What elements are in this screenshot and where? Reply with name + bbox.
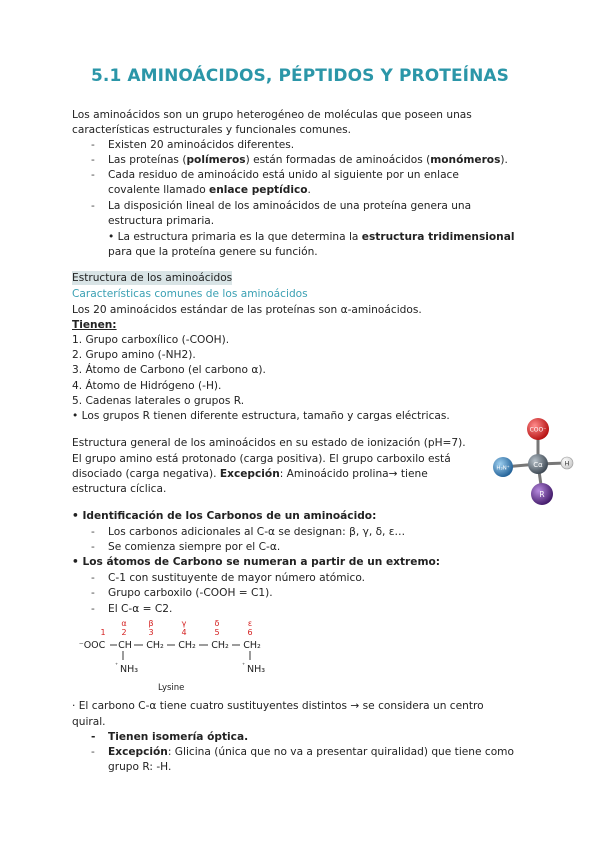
carbons-sub-3: C-1 con sustituyente de mayor número atómico. bbox=[108, 572, 365, 584]
chain-ch2: CH₂ bbox=[243, 640, 261, 651]
list-item: 4. Átomo de Hidrógeno (-H). bbox=[72, 380, 222, 392]
bold-term-enlace-peptidico: enlace peptídico bbox=[209, 184, 308, 196]
intro-line-1: Los aminoácidos son un grupo heterogéneo de moléculas que poseen unas bbox=[72, 109, 472, 121]
dash-marker: - bbox=[91, 139, 95, 151]
nh3-left: NH₃ bbox=[120, 664, 139, 675]
exception-line-2: grupo R: -H. bbox=[108, 761, 172, 773]
chain-ch: CH bbox=[118, 640, 132, 651]
text: . bbox=[307, 184, 311, 196]
carbons-sub-1: Los carbonos adicionales al C-α se designan: β, γ, δ, ε… bbox=[108, 526, 406, 538]
general-line-1: Estructura general de los aminoácidos en su estado de ionización (pH=7). bbox=[72, 437, 466, 449]
carbon-number-6: 6 bbox=[247, 628, 253, 637]
chain-ch2: CH₂ bbox=[146, 640, 164, 651]
greek-gamma: γ bbox=[181, 620, 187, 628]
text: disociado (carga negativa). bbox=[72, 468, 220, 480]
list-item: 1. Grupo carboxílico (-COOH). bbox=[72, 334, 230, 346]
chain-ch2: CH₂ bbox=[178, 640, 196, 651]
dash-marker: - bbox=[91, 572, 95, 584]
carbon-number-3: 3 bbox=[148, 628, 154, 637]
text: : Glicina (única que no va a presentar quiralidad) que tiene como bbox=[167, 746, 514, 758]
carbon-number-5: 5 bbox=[214, 628, 220, 637]
amino-label: H₃N⁺ bbox=[496, 465, 510, 472]
lysine-caption: Lysine bbox=[158, 683, 185, 693]
carbon-number-4: 4 bbox=[181, 628, 187, 637]
dash-marker: - bbox=[91, 731, 96, 743]
bold-term-polimeros: polímeros bbox=[186, 154, 246, 166]
carbons-sub-5: El C-α = C2. bbox=[108, 603, 173, 615]
list-item: 5. Cadenas laterales o grupos R. bbox=[72, 395, 245, 407]
dash-marker: - bbox=[91, 587, 95, 599]
intro-bullet-3-line-2 bbox=[108, 183, 311, 198]
dash-marker: - bbox=[91, 169, 95, 181]
chiral-line-2: quiral. bbox=[72, 716, 106, 728]
greek-epsilon: ε bbox=[247, 620, 253, 628]
text: covalente llamado bbox=[108, 184, 210, 196]
bold-term-monomeros: monómeros bbox=[430, 154, 501, 166]
chain-ch2: CH₂ bbox=[211, 640, 229, 651]
dash-marker: - bbox=[91, 154, 95, 166]
alpha-carbon-label: Cα bbox=[533, 461, 543, 469]
list-item: 3. Átomo de Carbono (el carbono α). bbox=[72, 364, 266, 376]
section-heading-text: Estructura de los aminoácidos bbox=[72, 272, 233, 284]
dash-marker: - bbox=[91, 746, 95, 758]
intro-bullet-4-line-1: La disposición lineal de los aminoácidos de una proteína genera una bbox=[108, 200, 472, 212]
text: Las proteínas ( bbox=[108, 154, 187, 166]
plus-charge-left: ⁺ bbox=[115, 662, 119, 669]
section-subheading: Características comunes de los aminoácidos bbox=[72, 288, 308, 300]
section-heading bbox=[72, 271, 232, 286]
carbons-sub-2: Se comienza siempre por el C-α. bbox=[108, 541, 281, 553]
carbon-number-1: 1 bbox=[100, 628, 106, 637]
intro-sub-bullet-line-2: para que la proteína genere su función. bbox=[108, 246, 318, 258]
bold-term-estructura-tridimensional: estructura tridimensional bbox=[361, 231, 515, 243]
carboxyl-label: COO⁻ bbox=[529, 426, 547, 434]
general-line-4: estructura cíclica. bbox=[72, 483, 167, 495]
dash-marker: - bbox=[91, 603, 95, 615]
intro-line-2: características estructurales y funcionales comunes. bbox=[72, 124, 351, 136]
text: ) están formadas de aminoácidos ( bbox=[245, 154, 431, 166]
text: : Aminoácido prolina→ tiene bbox=[279, 468, 428, 480]
list-item: • Los grupos R tienen diferente estructura, tamaño y cargas eléctricas. bbox=[72, 410, 450, 422]
intro-bullet-2 bbox=[108, 153, 508, 168]
chain-carboxylate: ⁻OOC bbox=[78, 640, 106, 651]
amino-acid-ball-model bbox=[486, 416, 582, 512]
bold-term-excepcion: Excepción bbox=[108, 746, 168, 758]
bold-term-excepcion: Excepción bbox=[219, 468, 280, 480]
general-line-2: El grupo amino está protonado (carga positiva). El grupo carboxilo está bbox=[72, 453, 451, 465]
standard-aminoacids-line: Los 20 aminoácidos estándar de las proteínas son α-aminoácidos. bbox=[72, 304, 422, 316]
hydrogen-label: H bbox=[564, 459, 570, 468]
carbons-sub-4: Grupo carboxilo (-COOH = C1). bbox=[108, 587, 273, 599]
intro-bullet-4-line-2: estructura primaria. bbox=[108, 215, 215, 227]
text: • La estructura primaria es la que determina la bbox=[108, 231, 362, 243]
exception-line-1 bbox=[108, 745, 514, 760]
carbons-heading: • Identificación de los Carbonos de un aminoácido: bbox=[72, 510, 377, 522]
dash-marker: - bbox=[91, 200, 95, 212]
nh3-right: NH₃ bbox=[247, 664, 266, 675]
general-line-3 bbox=[72, 467, 428, 482]
isomer-line: Tienen isomería óptica. bbox=[108, 731, 249, 743]
greek-delta: δ bbox=[214, 620, 220, 628]
list-item: 2. Grupo amino (-NH2). bbox=[72, 349, 196, 361]
carbons-heading-2: • Los átomos de Carbono se numeran a partir de un extremo: bbox=[72, 556, 441, 568]
page-title: 5.1 AMINOÁCIDOS, PÉPTIDOS Y PROTEÍNAS bbox=[90, 66, 510, 86]
plus-charge-right: ⁺ bbox=[242, 662, 246, 669]
greek-alpha: α bbox=[121, 620, 127, 628]
intro-bullet-3-line-1: Cada residuo de aminoácido está unido al siguiente por un enlace bbox=[108, 169, 459, 181]
r-group-label: R bbox=[539, 490, 545, 499]
carbon-number-2: 2 bbox=[121, 628, 127, 637]
dash-marker: - bbox=[91, 541, 95, 553]
chiral-line-1: · El carbono C-α tiene cuatro sustituyentes distintos → se considera un centro bbox=[72, 700, 484, 712]
greek-beta: β bbox=[148, 620, 154, 628]
lysine-structure bbox=[72, 620, 302, 696]
intro-bullet-1: Existen 20 aminoácidos diferentes. bbox=[108, 139, 295, 151]
intro-sub-bullet-line-1 bbox=[108, 230, 515, 245]
tienen-label: Tienen: bbox=[72, 319, 117, 331]
text: ). bbox=[500, 154, 508, 166]
dash-marker: - bbox=[91, 526, 95, 538]
